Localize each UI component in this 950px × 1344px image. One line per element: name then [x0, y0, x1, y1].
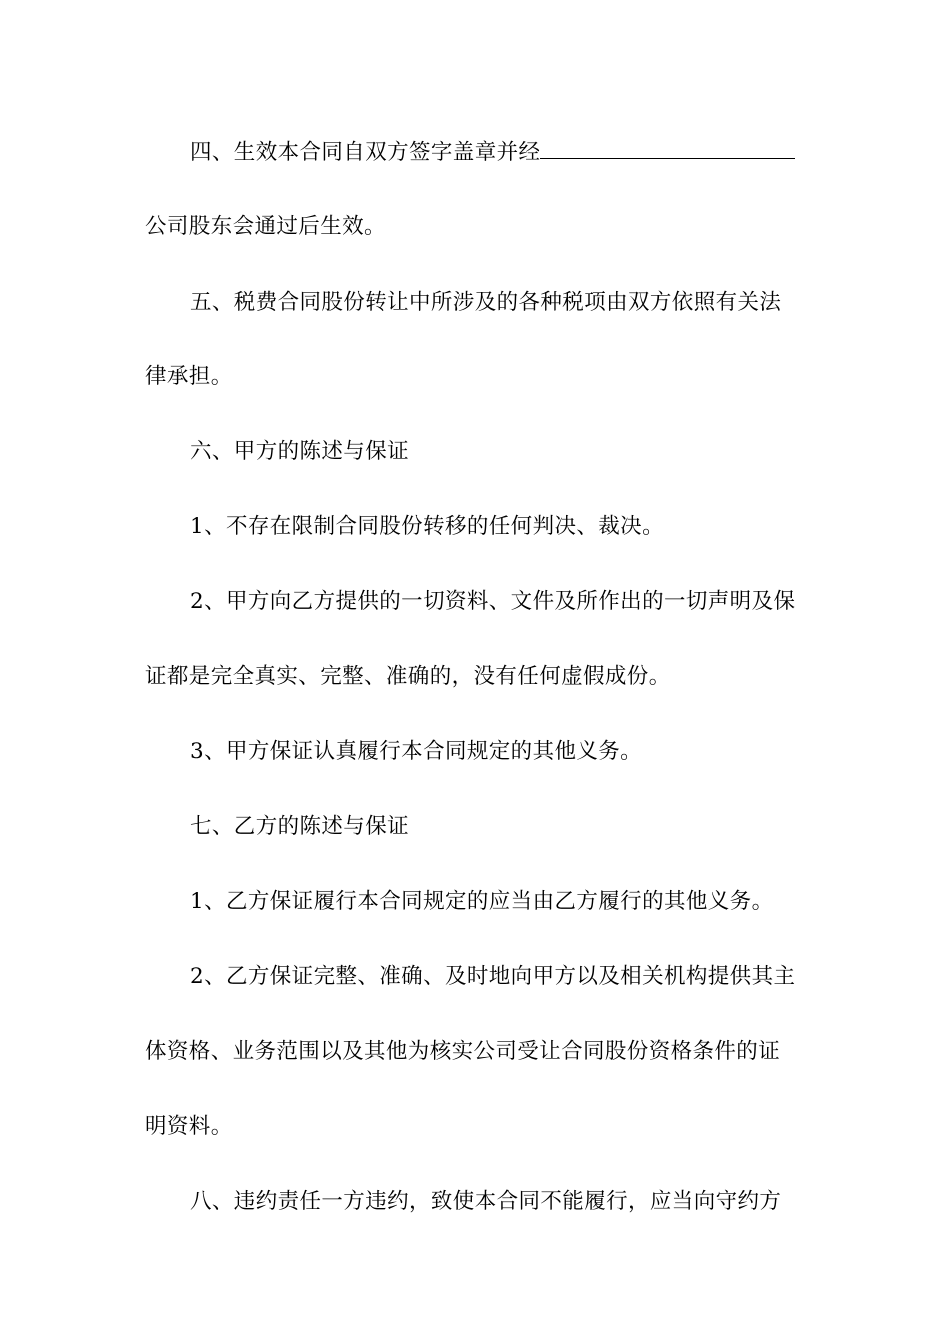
section-heading: 七、乙方的陈述与保证 — [190, 814, 410, 839]
paragraph-line: 证都是完全真实、完整、准确的，没有任何虚假成份。 — [145, 664, 671, 689]
list-item: 2、甲方向乙方提供的一切资料、文件及所作出的一切声明及保 — [190, 589, 796, 614]
paragraph-taxes-line: 五、税费合同股份转让中所涉及的各种税项由双方依照有关法 — [190, 290, 782, 315]
list-item: 2、乙方保证完整、准确、及时地向甲方以及相关机构提供其主 — [190, 964, 796, 989]
section-heading: 六、甲方的陈述与保证 — [190, 439, 410, 464]
paragraph-effectiveness-line — [190, 135, 810, 171]
list-item: 1、不存在限制合同股份转移的任何判决、裁决。 — [190, 514, 664, 539]
paragraph-line: 公司股东会通过后生效。 — [145, 214, 386, 239]
paragraph-line: 体资格、业务范围以及其他为核实公司受让合同股份资格条件的证 — [145, 1039, 781, 1064]
fill-in-blank — [540, 135, 795, 159]
paragraph-line: 明资料。 — [145, 1114, 233, 1139]
paragraph-text: 四、生效本合同自双方签字盖章并经 — [190, 140, 541, 165]
paragraph-line: 律承担。 — [145, 364, 233, 389]
list-item: 1、乙方保证履行本合同规定的应当由乙方履行的其他义务。 — [190, 889, 774, 914]
paragraph-breach-line: 八、违约责任一方违约，致使本合同不能履行，应当向守约方 — [190, 1189, 782, 1214]
list-item: 3、甲方保证认真履行本合同规定的其他义务。 — [190, 739, 643, 764]
